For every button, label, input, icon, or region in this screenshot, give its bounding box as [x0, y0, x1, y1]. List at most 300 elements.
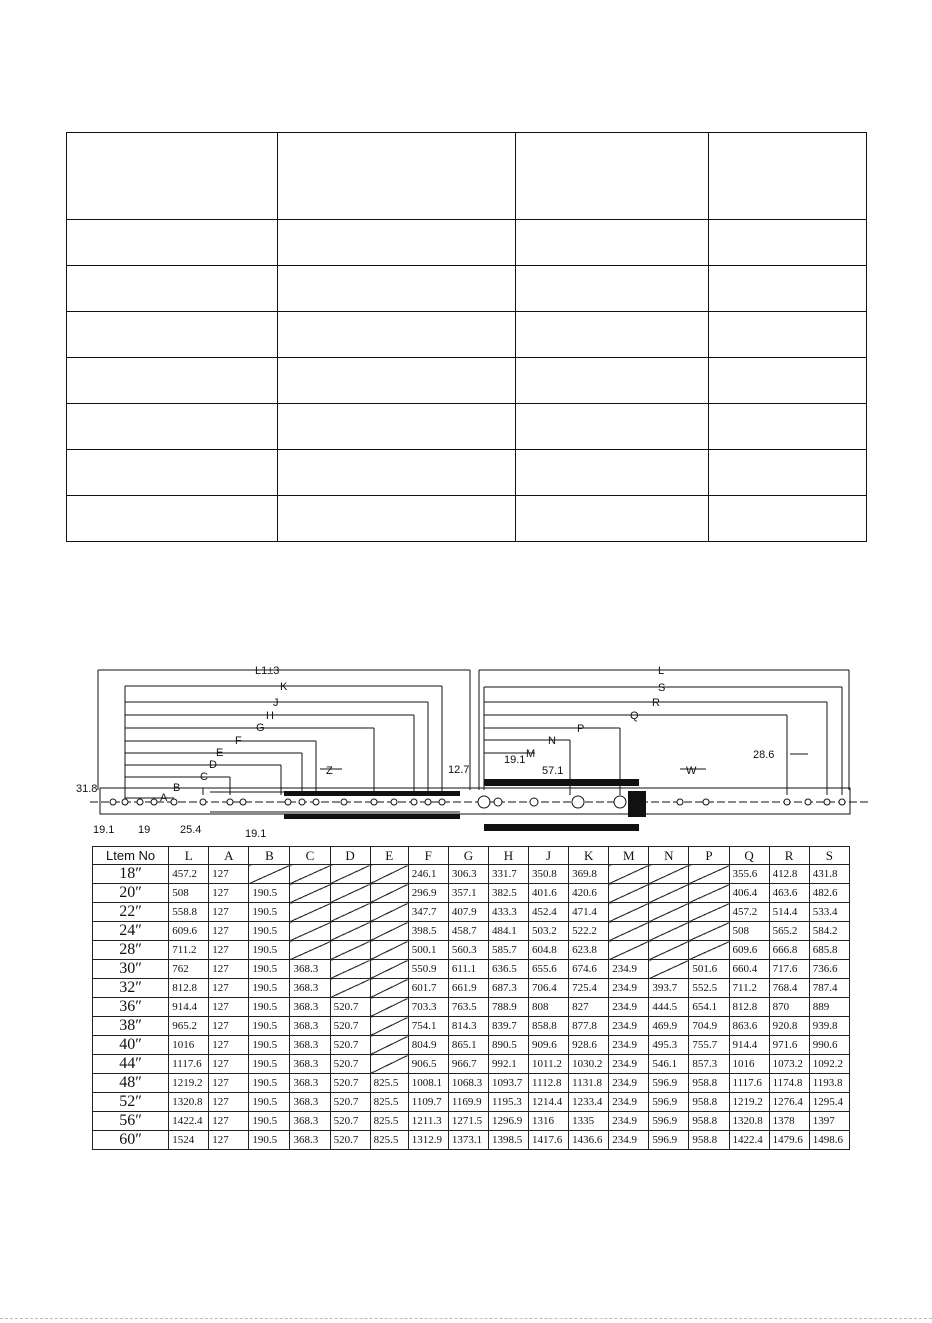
table-cell: 306.3	[448, 865, 488, 884]
table-cell: 1016	[729, 1055, 769, 1074]
table-cell: 444.5	[649, 998, 689, 1017]
table-cell: 565.2	[769, 922, 809, 941]
table-cell: 992.1	[488, 1055, 528, 1074]
dim-label-e: E	[216, 747, 224, 759]
table-cell: 1397	[809, 1112, 849, 1131]
table-cell: 596.9	[649, 1112, 689, 1131]
table-cell: 406.4	[729, 884, 769, 903]
table-cell: 520.7	[330, 1017, 370, 1036]
table-cell: 839.7	[488, 1017, 528, 1036]
table-cell: 604.8	[529, 941, 569, 960]
not-applicable-cell	[689, 884, 729, 903]
table-cell: 458.7	[448, 922, 488, 941]
table-cell: 127	[209, 865, 249, 884]
table-cell: 958.8	[689, 1131, 729, 1150]
table-cell: 1117.6	[169, 1055, 209, 1074]
table-cell: 368.3	[290, 1074, 330, 1093]
table-cell: 863.6	[729, 1017, 769, 1036]
table-cell: 234.9	[609, 979, 649, 998]
empty-table-row	[67, 266, 867, 312]
table-cell: 762	[169, 960, 209, 979]
not-applicable-cell	[330, 865, 370, 884]
table-cell: 127	[209, 998, 249, 1017]
table-cell: 1479.6	[769, 1131, 809, 1150]
table-cell: 127	[209, 941, 249, 960]
table-row	[93, 884, 850, 903]
table-cell: 654.1	[689, 998, 729, 1017]
table-cell: 1320.8	[169, 1093, 209, 1112]
table-cell: 788.9	[488, 998, 528, 1017]
table-cell: 127	[209, 1055, 249, 1074]
table-row	[93, 941, 850, 960]
not-applicable-cell	[370, 922, 408, 941]
dim-label-s: S	[658, 682, 666, 694]
table-cell: 368.3	[290, 1093, 330, 1112]
table-cell: 1195.3	[488, 1093, 528, 1112]
table-cell: 369.8	[569, 865, 609, 884]
not-applicable-cell	[609, 865, 649, 884]
table-row	[93, 1112, 850, 1131]
not-applicable-cell	[330, 960, 370, 979]
item-size-cell: 18″	[93, 865, 169, 884]
dim-label-q: Q	[630, 710, 639, 722]
table-cell: 812.8	[729, 998, 769, 1017]
table-cell: 754.1	[408, 1017, 448, 1036]
table-cell: 704.9	[689, 1017, 729, 1036]
table-cell: 1295.4	[809, 1093, 849, 1112]
table-cell: 703.3	[408, 998, 448, 1017]
not-applicable-cell	[370, 941, 408, 960]
spec-header-row	[93, 847, 850, 865]
dim-label-w: W	[686, 765, 697, 777]
not-applicable-cell	[330, 884, 370, 903]
dim-label-l1: L1±3	[255, 665, 280, 677]
table-cell: 717.6	[769, 960, 809, 979]
table-cell: 865.1	[448, 1036, 488, 1055]
page-footer-line	[0, 1318, 932, 1322]
not-applicable-cell	[249, 865, 290, 884]
table-cell: 190.5	[249, 941, 290, 960]
table-cell: 368.3	[290, 979, 330, 998]
table-cell: 520.7	[330, 1131, 370, 1150]
not-applicable-cell	[689, 922, 729, 941]
not-applicable-cell	[290, 903, 330, 922]
table-cell: 190.5	[249, 1112, 290, 1131]
table-cell: 990.6	[809, 1036, 849, 1055]
slide-rail-drawing	[76, 660, 870, 850]
dim-label-f: F	[235, 735, 242, 747]
table-cell: 522.2	[569, 922, 609, 941]
column-header: K	[569, 847, 609, 865]
table-cell: 469.9	[649, 1017, 689, 1036]
table-cell: 246.1	[408, 865, 448, 884]
table-cell: 808	[529, 998, 569, 1017]
table-cell: 763.5	[448, 998, 488, 1017]
table-cell: 355.6	[729, 865, 769, 884]
table-cell: 1016	[169, 1036, 209, 1055]
table-cell: 596.9	[649, 1074, 689, 1093]
not-applicable-cell	[370, 865, 408, 884]
column-header: C	[290, 847, 330, 865]
table-cell: 825.5	[370, 1074, 408, 1093]
table-cell: 965.2	[169, 1017, 209, 1036]
empty-table-row	[67, 220, 867, 266]
table-cell: 1312.9	[408, 1131, 448, 1150]
table-cell: 501.6	[689, 960, 729, 979]
table-cell: 190.5	[249, 884, 290, 903]
table-cell: 520.7	[330, 1055, 370, 1074]
empty-table-row	[67, 404, 867, 450]
table-cell: 546.1	[649, 1055, 689, 1074]
dim-value: 25.4	[180, 824, 202, 836]
table-cell: 433.3	[488, 903, 528, 922]
table-cell: 1169.9	[448, 1093, 488, 1112]
table-cell: 190.5	[249, 1093, 290, 1112]
table-cell: 234.9	[609, 998, 649, 1017]
table-row	[93, 1131, 850, 1150]
dim-value: 57.1	[542, 765, 564, 777]
table-cell: 127	[209, 1017, 249, 1036]
column-header: D	[330, 847, 370, 865]
dim-label-b: B	[173, 782, 181, 794]
table-cell: 457.2	[169, 865, 209, 884]
table-cell: 661.9	[448, 979, 488, 998]
dim-label-n: N	[548, 735, 556, 747]
table-cell: 736.6	[809, 960, 849, 979]
table-cell: 958.8	[689, 1093, 729, 1112]
table-cell: 234.9	[609, 1112, 649, 1131]
table-cell: 914.4	[169, 998, 209, 1017]
table-cell: 457.2	[729, 903, 769, 922]
dim-label-h: H	[266, 710, 274, 722]
table-cell: 560.3	[448, 941, 488, 960]
table-cell: 674.6	[569, 960, 609, 979]
table-cell: 725.4	[569, 979, 609, 998]
table-cell: 1320.8	[729, 1112, 769, 1131]
dim-value: 12.7	[448, 764, 470, 776]
table-cell: 825.5	[370, 1093, 408, 1112]
table-cell: 870	[769, 998, 809, 1017]
table-cell: 234.9	[609, 1055, 649, 1074]
dim-label-z: Z	[326, 765, 333, 777]
table-cell: 550.9	[408, 960, 448, 979]
item-size-cell: 38″	[93, 1017, 169, 1036]
table-cell: 1068.3	[448, 1074, 488, 1093]
table-cell: 1219.2	[729, 1093, 769, 1112]
table-cell: 636.5	[488, 960, 528, 979]
table-cell: 1378	[769, 1112, 809, 1131]
dim-label-g: G	[256, 722, 265, 734]
table-cell: 1498.6	[809, 1131, 849, 1150]
empty-table-row	[67, 312, 867, 358]
not-applicable-cell	[290, 884, 330, 903]
not-applicable-cell	[290, 941, 330, 960]
table-cell: 514.4	[769, 903, 809, 922]
column-header: F	[408, 847, 448, 865]
table-cell: 906.5	[408, 1055, 448, 1074]
dim-value: 19	[138, 824, 151, 836]
table-cell: 585.7	[488, 941, 528, 960]
table-cell: 452.4	[529, 903, 569, 922]
table-cell: 382.5	[488, 884, 528, 903]
table-cell: 1335	[569, 1112, 609, 1131]
table-cell: 914.4	[729, 1036, 769, 1055]
table-cell: 1093.7	[488, 1074, 528, 1093]
table-cell: 609.6	[169, 922, 209, 941]
column-header: L	[169, 847, 209, 865]
table-cell: 347.7	[408, 903, 448, 922]
table-cell: 685.8	[809, 941, 849, 960]
table-cell: 1422.4	[729, 1131, 769, 1150]
table-cell: 401.6	[529, 884, 569, 903]
table-cell: 127	[209, 1112, 249, 1131]
table-cell: 508	[729, 922, 769, 941]
dim-label-m: M	[526, 748, 536, 760]
not-applicable-cell	[689, 903, 729, 922]
table-cell: 127	[209, 903, 249, 922]
table-cell: 596.9	[649, 1093, 689, 1112]
table-cell: 503.2	[529, 922, 569, 941]
column-header: S	[809, 847, 849, 865]
table-cell: 190.5	[249, 1017, 290, 1036]
table-cell: 1233.4	[569, 1093, 609, 1112]
table-cell: 190.5	[249, 960, 290, 979]
table-row	[93, 922, 850, 941]
table-cell: 234.9	[609, 1036, 649, 1055]
not-applicable-cell	[370, 1055, 408, 1074]
table-cell: 234.9	[609, 1017, 649, 1036]
table-cell: 1276.4	[769, 1093, 809, 1112]
table-cell: 812.8	[169, 979, 209, 998]
dim-label-k: K	[280, 681, 288, 693]
table-cell: 368.3	[290, 960, 330, 979]
dim-value: 19.1	[245, 828, 267, 840]
dim-value: 19.1	[93, 824, 115, 836]
column-header: J	[529, 847, 569, 865]
table-cell: 431.8	[809, 865, 849, 884]
not-applicable-cell	[649, 903, 689, 922]
table-cell: 127	[209, 1093, 249, 1112]
table-cell: 1092.2	[809, 1055, 849, 1074]
table-cell: 1219.2	[169, 1074, 209, 1093]
table-cell: 350.8	[529, 865, 569, 884]
item-size-cell: 20″	[93, 884, 169, 903]
column-header: P	[689, 847, 729, 865]
table-cell: 234.9	[609, 1131, 649, 1150]
table-row	[93, 903, 850, 922]
table-cell: 825.5	[370, 1112, 408, 1131]
table-row	[93, 1017, 850, 1036]
table-cell: 234.9	[609, 1074, 649, 1093]
table-cell: 1296.9	[488, 1112, 528, 1131]
table-cell: 768.4	[769, 979, 809, 998]
table-cell: 1214.4	[529, 1093, 569, 1112]
table-cell: 520.7	[330, 1036, 370, 1055]
table-cell: 1316	[529, 1112, 569, 1131]
item-size-cell: 22″	[93, 903, 169, 922]
item-size-cell: 30″	[93, 960, 169, 979]
dim-value: 19.1	[504, 754, 526, 766]
table-row	[93, 1074, 850, 1093]
table-cell: 463.6	[769, 884, 809, 903]
table-cell: 877.8	[569, 1017, 609, 1036]
column-header: E	[370, 847, 408, 865]
table-cell: 971.6	[769, 1036, 809, 1055]
item-size-cell: 32″	[93, 979, 169, 998]
empty-table-header-row	[67, 133, 867, 220]
not-applicable-cell	[609, 941, 649, 960]
empty-table-row	[67, 450, 867, 496]
table-cell: 1030.2	[569, 1055, 609, 1074]
table-cell: 1008.1	[408, 1074, 448, 1093]
table-cell: 393.7	[649, 979, 689, 998]
table-cell: 407.9	[448, 903, 488, 922]
not-applicable-cell	[330, 903, 370, 922]
table-cell: 368.3	[290, 1036, 330, 1055]
table-cell: 398.5	[408, 922, 448, 941]
not-applicable-cell	[649, 941, 689, 960]
not-applicable-cell	[649, 884, 689, 903]
column-header: R	[769, 847, 809, 865]
not-applicable-cell	[689, 941, 729, 960]
not-applicable-cell	[370, 979, 408, 998]
table-cell: 357.1	[448, 884, 488, 903]
table-cell: 858.8	[529, 1017, 569, 1036]
table-cell: 1131.8	[569, 1074, 609, 1093]
item-size-cell: 56″	[93, 1112, 169, 1131]
table-cell: 958.8	[689, 1112, 729, 1131]
table-row	[93, 1093, 850, 1112]
table-cell: 190.5	[249, 1074, 290, 1093]
table-cell: 666.8	[769, 941, 809, 960]
item-size-cell: 44″	[93, 1055, 169, 1074]
table-cell: 909.6	[529, 1036, 569, 1055]
column-header: A	[209, 847, 249, 865]
not-applicable-cell	[370, 960, 408, 979]
table-cell: 584.2	[809, 922, 849, 941]
item-size-cell: 40″	[93, 1036, 169, 1055]
dim-value: 28.6	[753, 749, 775, 761]
not-applicable-cell	[649, 922, 689, 941]
table-cell: 368.3	[290, 1055, 330, 1074]
table-cell: 890.5	[488, 1036, 528, 1055]
table-cell: 939.8	[809, 1017, 849, 1036]
table-cell: 1422.4	[169, 1112, 209, 1131]
table-cell: 234.9	[609, 1093, 649, 1112]
table-cell: 190.5	[249, 922, 290, 941]
table-row	[93, 1055, 850, 1074]
table-cell: 623.8	[569, 941, 609, 960]
table-cell: 1193.8	[809, 1074, 849, 1093]
dim-label-a: A	[160, 792, 168, 804]
table-row	[93, 979, 850, 998]
not-applicable-cell	[290, 865, 330, 884]
dim-value: 31.8	[76, 783, 98, 795]
table-cell: 611.1	[448, 960, 488, 979]
table-cell: 500.1	[408, 941, 448, 960]
table-cell: 1011.2	[529, 1055, 569, 1074]
not-applicable-cell	[370, 998, 408, 1017]
table-cell: 966.7	[448, 1055, 488, 1074]
table-cell: 1117.6	[729, 1074, 769, 1093]
table-cell: 558.8	[169, 903, 209, 922]
not-applicable-cell	[649, 960, 689, 979]
table-cell: 190.5	[249, 1131, 290, 1150]
table-cell: 331.7	[488, 865, 528, 884]
dim-label-j: J	[273, 697, 279, 709]
table-cell: 520.7	[330, 998, 370, 1017]
empty-table-row	[67, 496, 867, 542]
table-cell: 484.1	[488, 922, 528, 941]
not-applicable-cell	[370, 884, 408, 903]
not-applicable-cell	[649, 865, 689, 884]
table-cell: 127	[209, 1074, 249, 1093]
table-cell: 755.7	[689, 1036, 729, 1055]
not-applicable-cell	[330, 941, 370, 960]
table-cell: 687.3	[488, 979, 528, 998]
table-cell: 190.5	[249, 1055, 290, 1074]
not-applicable-cell	[330, 979, 370, 998]
table-cell: 1109.7	[408, 1093, 448, 1112]
table-cell: 508	[169, 884, 209, 903]
table-cell: 1417.6	[529, 1131, 569, 1150]
table-cell: 596.9	[649, 1131, 689, 1150]
table-cell: 520.7	[330, 1093, 370, 1112]
empty-table-row	[67, 358, 867, 404]
not-applicable-cell	[370, 1036, 408, 1055]
not-applicable-cell	[689, 865, 729, 884]
table-cell: 609.6	[729, 941, 769, 960]
table-cell: 552.5	[689, 979, 729, 998]
table-row	[93, 865, 850, 884]
table-cell: 889	[809, 998, 849, 1017]
not-applicable-cell	[609, 884, 649, 903]
table-row	[93, 960, 850, 979]
table-cell: 1398.5	[488, 1131, 528, 1150]
table-cell: 234.9	[609, 960, 649, 979]
table-cell: 520.7	[330, 1074, 370, 1093]
table-cell: 928.6	[569, 1036, 609, 1055]
table-cell: 711.2	[169, 941, 209, 960]
table-cell: 711.2	[729, 979, 769, 998]
column-header: H	[488, 847, 528, 865]
table-cell: 520.7	[330, 1112, 370, 1131]
table-cell: 660.4	[729, 960, 769, 979]
table-cell: 368.3	[290, 1112, 330, 1131]
table-cell: 825.5	[370, 1131, 408, 1150]
table-cell: 655.6	[529, 960, 569, 979]
dim-label-r: R	[652, 697, 660, 709]
column-header: B	[249, 847, 290, 865]
table-cell: 814.3	[448, 1017, 488, 1036]
table-cell: 706.4	[529, 979, 569, 998]
table-cell: 127	[209, 1131, 249, 1150]
table-cell: 857.3	[689, 1055, 729, 1074]
table-cell: 190.5	[249, 1036, 290, 1055]
table-cell: 495.3	[649, 1036, 689, 1055]
table-cell: 1174.8	[769, 1074, 809, 1093]
table-cell: 1271.5	[448, 1112, 488, 1131]
item-size-cell: 36″	[93, 998, 169, 1017]
item-size-cell: 24″	[93, 922, 169, 941]
table-cell: 127	[209, 884, 249, 903]
table-cell: 471.4	[569, 903, 609, 922]
not-applicable-cell	[609, 922, 649, 941]
table-cell: 420.6	[569, 884, 609, 903]
table-row	[93, 998, 850, 1017]
item-size-cell: 52″	[93, 1093, 169, 1112]
table-cell: 920.8	[769, 1017, 809, 1036]
